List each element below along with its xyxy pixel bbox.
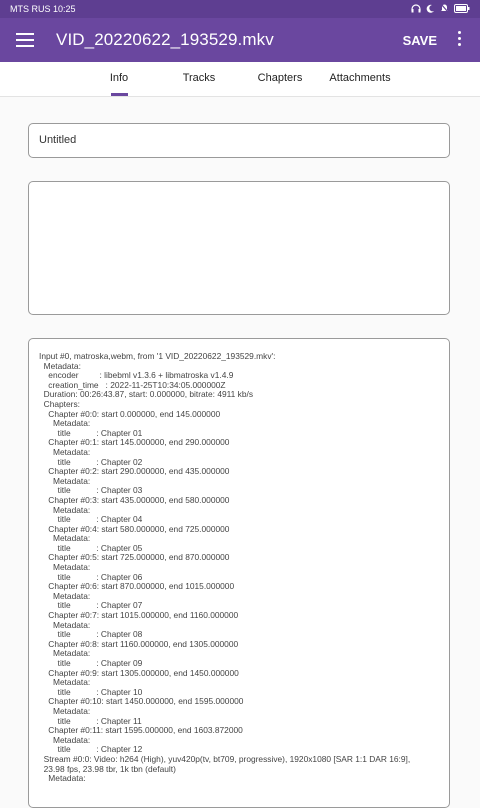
battery-icon <box>454 4 470 15</box>
tab-bar <box>0 62 480 97</box>
tab-chapters[interactable]: Chapters <box>257 72 303 84</box>
app-bar <box>0 18 480 62</box>
tab-info[interactable]: Info <box>109 72 129 84</box>
media-info-box[interactable] <box>28 338 450 808</box>
title-input[interactable] <box>39 134 434 146</box>
menu-icon[interactable] <box>16 31 34 47</box>
description-input[interactable] <box>29 182 449 314</box>
more-options-icon[interactable] <box>456 31 462 49</box>
media-info-text: Input #0, matroska,webm, from '1 VID_20220622_193529.mkv': Metadata: encoder : libebml v1.3.6 + libmatroska v1.4.9 creation_time : 2022-11-25T10:34:05.000000Z Duration: 00:26:43.87, start: 0.000000, bitrate: 4911 kb/s Chapters: Chapter #0:0: start 0.000000, end 145.000000 Metadata: title : Chapter 01 Chapter #0:1: start 145.000000, end 290.000000 Metadata: title : Chapter 02 Chapter #0:2: start 290.000000, end 435.000000 Metadata: title : Chapter 03 Chapter #0:3: start 435.000000, end 580.000000 Metadata: title : Chapter 04 Chapter #0:4: start 580.000000, end 725.000000 Metadata: title : Chapter 05 Chapter #0:5: start 725.000000, end 870.000000 Metadata: title : Chapter 06 Chapter #0:6: start 870.000000, end 1015.000000 Metadata: title : Chapter 07 Chapter #0:7: start 1015.000000, end 1160.000000 Metadata: title : Chapter 08 Chapter #0:8: start 1160.000000, end 1305.000000 Metadata: title : Chapter 09 Chapter #0:9: start 1305.000000, end 1450.000000 Metadata: title : Chapter 10 Chapter #0:10: start 1450.000000, end 1595.000000 Metadata: title : Chapter 11 Chapter #0:11: start 1595.000000, end 1603.872000 Metadata: title : Chapter 12 Stream #0:0: Video: h264 (High), yuv420p(tv, bt709, progressive), 1920x1080 [SAR 1:1 DAR 16:9], 23.98 fps, 23.98 tbr, 1k tbn (default) Metadata: <box>39 351 411 784</box>
status-icons <box>411 3 470 15</box>
title-field <box>28 123 450 158</box>
carrier-time: MTS RUS 10:25 <box>10 4 76 14</box>
selected-tab-indicator <box>111 93 128 96</box>
file-title: VID_20220622_193529.mkv <box>56 30 274 49</box>
moon-icon <box>426 4 435 15</box>
status-bar <box>0 0 480 18</box>
save-button[interactable]: SAVE <box>402 33 437 48</box>
description-field <box>28 181 450 315</box>
bell-off-icon <box>440 3 449 15</box>
tab-attachments[interactable]: Attachments <box>329 72 391 84</box>
tab-tracks[interactable]: Tracks <box>182 72 216 84</box>
headphones-icon <box>411 4 421 15</box>
